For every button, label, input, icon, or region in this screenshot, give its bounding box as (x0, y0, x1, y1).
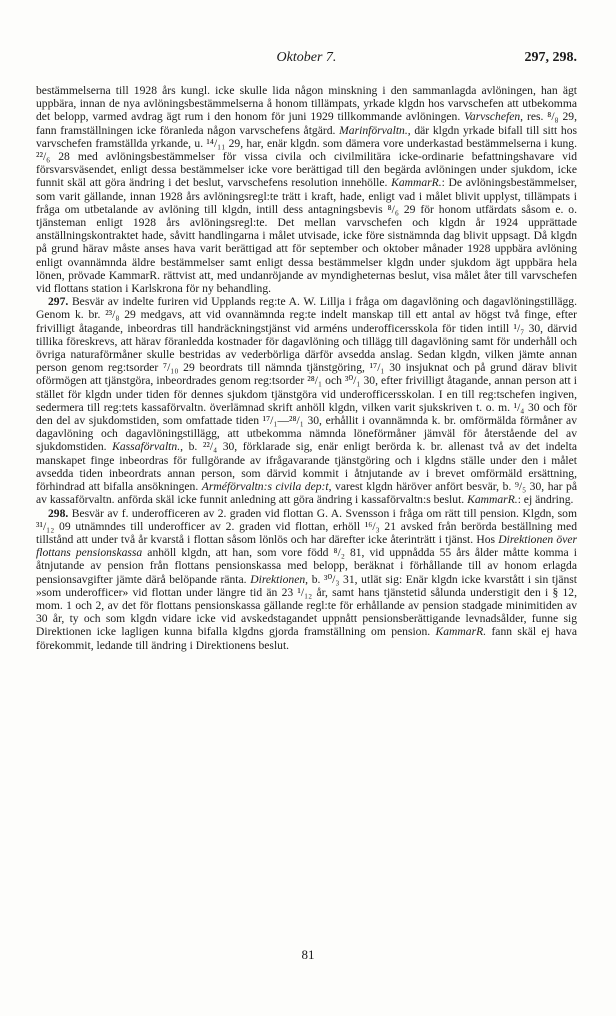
italic-run: KammarR. (467, 493, 518, 507)
italic-run: Direktionen (250, 572, 306, 586)
paragraph-297 (36, 295, 577, 506)
header-section-numbers: 297, 298. (524, 50, 577, 65)
paragraph-298 (36, 507, 577, 652)
italic-run: Kassaförvaltn. (112, 440, 181, 454)
italic-run: Arméförvaltn:s civila dep:t (201, 480, 329, 494)
text-run: , där klgdn yrkade bifall till sitt hos varvschefen framställda yrkande, u. ¹⁴/₁₁ 29, har, enär klgdn. som dämera vore underkastad bestämmelserna i kung. ²²/₆ 28 med avlöningsbestämmelser för vissa civila och civilmilitära icke-ordinarie befattningshavare vid försvarsväsendet, enligt dessa bestämmelser icke vore berättigad till den begärda avlöningen under sjukdom, icke funnit skäl att göra ändring i det beslut, varvschefens resolution innehölle. (36, 123, 578, 190)
text-run: bestämmelserna till 1928 års kungl. icke skulle lida någon minskning i den sammanlagda avlöningen, han ägt uppbära, innan de nya avlöningsbestämmelserna å honom tillämpats, yrkade klgdn hos varvschefen att utbekomma det belopp, varmed avdrag ägt rum i den honom för juni 1929 tillkommande avlöningen. (36, 84, 577, 124)
header-date: Oktober 7. (276, 50, 337, 65)
text-run: : De avlöningsbestämmelser, som varit gällande, innan 1928 års avlöningsregl:te trätt i kraft, hade, enligt vad i målet blivit upplyst, tillämpats i fråga om utbetalande av avlöning till klgdn, intill dess antagningsbevis ⁸/₆ 29 för honom utfärdats såsom e. o. tjänsteman enligt 1928 års avlöningsregl:te. Det mellan varvschefen och klgdn år 1924 upprättade anställningskontraktet hade, såvitt handlingarna i målet utvisade, icke före sistnämnda dag blivit uppsagt. Då klgdn på grund härav måste anses hava varit berättigad att för september och oktober månader 1928 uppbära avlöning enligt ovannämnda äldre bestämmelser samt enligt dessa bestämmelser klgdn under sjukdom ägt uppbära hela lönen, prövade KammarR. rättvist att, med undanröjande av myndigheternas beslut, visa målet åter till varvschefen vid flottans station i Karlskrona för ny behandling. (36, 176, 577, 296)
section-number-297: 297. (48, 295, 69, 309)
text-run: fann skäl ej hava förekommit, ledande till ändring i Direktionens beslut. (36, 625, 577, 652)
text-run: , b. ³⁰/₃ 31, utlät sig: Enär klgdn icke kvarstått i sin tjänst »som underofficer» vid flottan under längre tid än 23 ¹/₁₂ år, samt hans tjänstetid sålunda understigit den i § 12, mom. 1 och 2, av det för flottans pensionskassa gällande regl:te för erhållande av pension stadgade minimitiden av 30 år, ty och som klgdn vidare icke vid avskedstagandet uppnått pensionsberättigande levnadsålder, funne sig Direktionen icke lagligen kunna bifalla klgdns gjorda framställning om pension. (36, 572, 577, 639)
running-header (36, 50, 577, 70)
italic-run: Varvschefen (464, 110, 521, 124)
text-run: Besvär av indelte furiren vid Upplands reg:te A. W. Lillja i fråga om dagavlöning och dagavlöningstillägg. Genom k. br. ²³/₈ 29 medgavs, att vid ovannämnda reg:te indelt manskap till ett antal av högst två finge, efter frivilligt åtagande, inbeordras till handräckningstjänst vid arméns underofficersskola för tiden intill ¹/₇ 30, därvid tillika föreskrevs, att härav föranledda kostnader för dagavlöning och tillägg till dagavlöning samt för underhåll och övriga naturaförmåner skulle bestridas av vederbörliga därför avsedda anslag. Sedan klgdn, vilken jämte annan person genom reg:tsorder ⁷/₁₀ 29 beordrats till nämnda tjänstgöring, ¹⁷/₁ 30 insjuknat och på grund därav blivit oförmögen att tjänstgöra, inbeordrades genom reg:tsorder ²⁸/₁ och ³⁰/₁ 30, efter frivilligt åtagande, annan person att i stället för klgdn under tiden för dennes sjukdom tjänstgöra vid underofficersskolan. I en till reg:tschefen ingiven, sedermera till reg:tets kassaförvaltn. överlämnad skrift anhöll klgdn, vilken varit sjukskriven t. o. m. ¹/₄ 30 och för den del av sjukdomstiden, som omfattade tiden ¹⁷/₁—²⁸/₁ 30, erhållit i ovannämnda k. br. omförmälda förmåner av dagavlöning och dagavlöningstillägg, att utbekomma nämnda löneförmåner jämväl för återstående del av sjukdomstiden. (36, 295, 577, 454)
text-run: , res. ⁸/₈ 29, fann framställningen icke föranleda någon varvschefens åtgärd. (36, 110, 577, 137)
body-text (36, 84, 577, 652)
paragraph-continuation (36, 84, 577, 295)
text-run: , b. ²²/₄ 30, förklarade sig, enär enligt berörda k. br. allenast två av det indelta manskapet finge inbeordras för fullgörande av ifrågavarande tjänstgöring och i klgdns ställe under den i målet avsedda tiden inbeordrats annan person, som därvid kommit i åtnjutande av i brevet omförmäld ersättning, förhindrad att bifalla ansökningen. (36, 440, 578, 494)
text-run: , varest klgdn häröver anfört besvär, b. ⁹/₅ 30, har på av kassaförvaltn. anförda skäl icke funnit anledning att göra ändring i kassaförvaltn:s beslut. (36, 480, 577, 507)
italic-run: KammarR. (391, 176, 442, 190)
italic-run: KammarR. (435, 625, 487, 639)
paragraph-298-text (36, 507, 577, 652)
italic-run: Marinförvaltn. (339, 123, 408, 137)
text-run: Besvär av f. underofficeren av 2. graden vid flottan G. A. Svensson i fråga om rätt till pension. Klgdn, som ³¹/₁₂ 09 utnämndes till underofficer av 2. graden vid flottan, erhöll ¹⁶/₃ 21 avsked från berörda beställning med tillstånd att under två år kvarstå i flottan såsom lönlös och har därefter icke återinträtt i tjänst. Hos (36, 506, 577, 546)
text-run: anhöll klgdn, att han, som vore född ⁸/₂ 81, vid uppnådda 55 års ålder måtte komma i åtnjutande av pension från flottans pensionskassa med belopp, beräknat i förhållande till av honom erlagda pensionsavgifter jämte därå belöpande ränta. (36, 546, 577, 586)
page-number: 81 (301, 947, 315, 962)
paragraph-297-text (36, 295, 577, 506)
section-number-298: 298. (48, 506, 69, 520)
text-run: : ej ändring. (517, 493, 574, 507)
italic-run: Direktionen över flottans pensionskassa (36, 532, 577, 560)
